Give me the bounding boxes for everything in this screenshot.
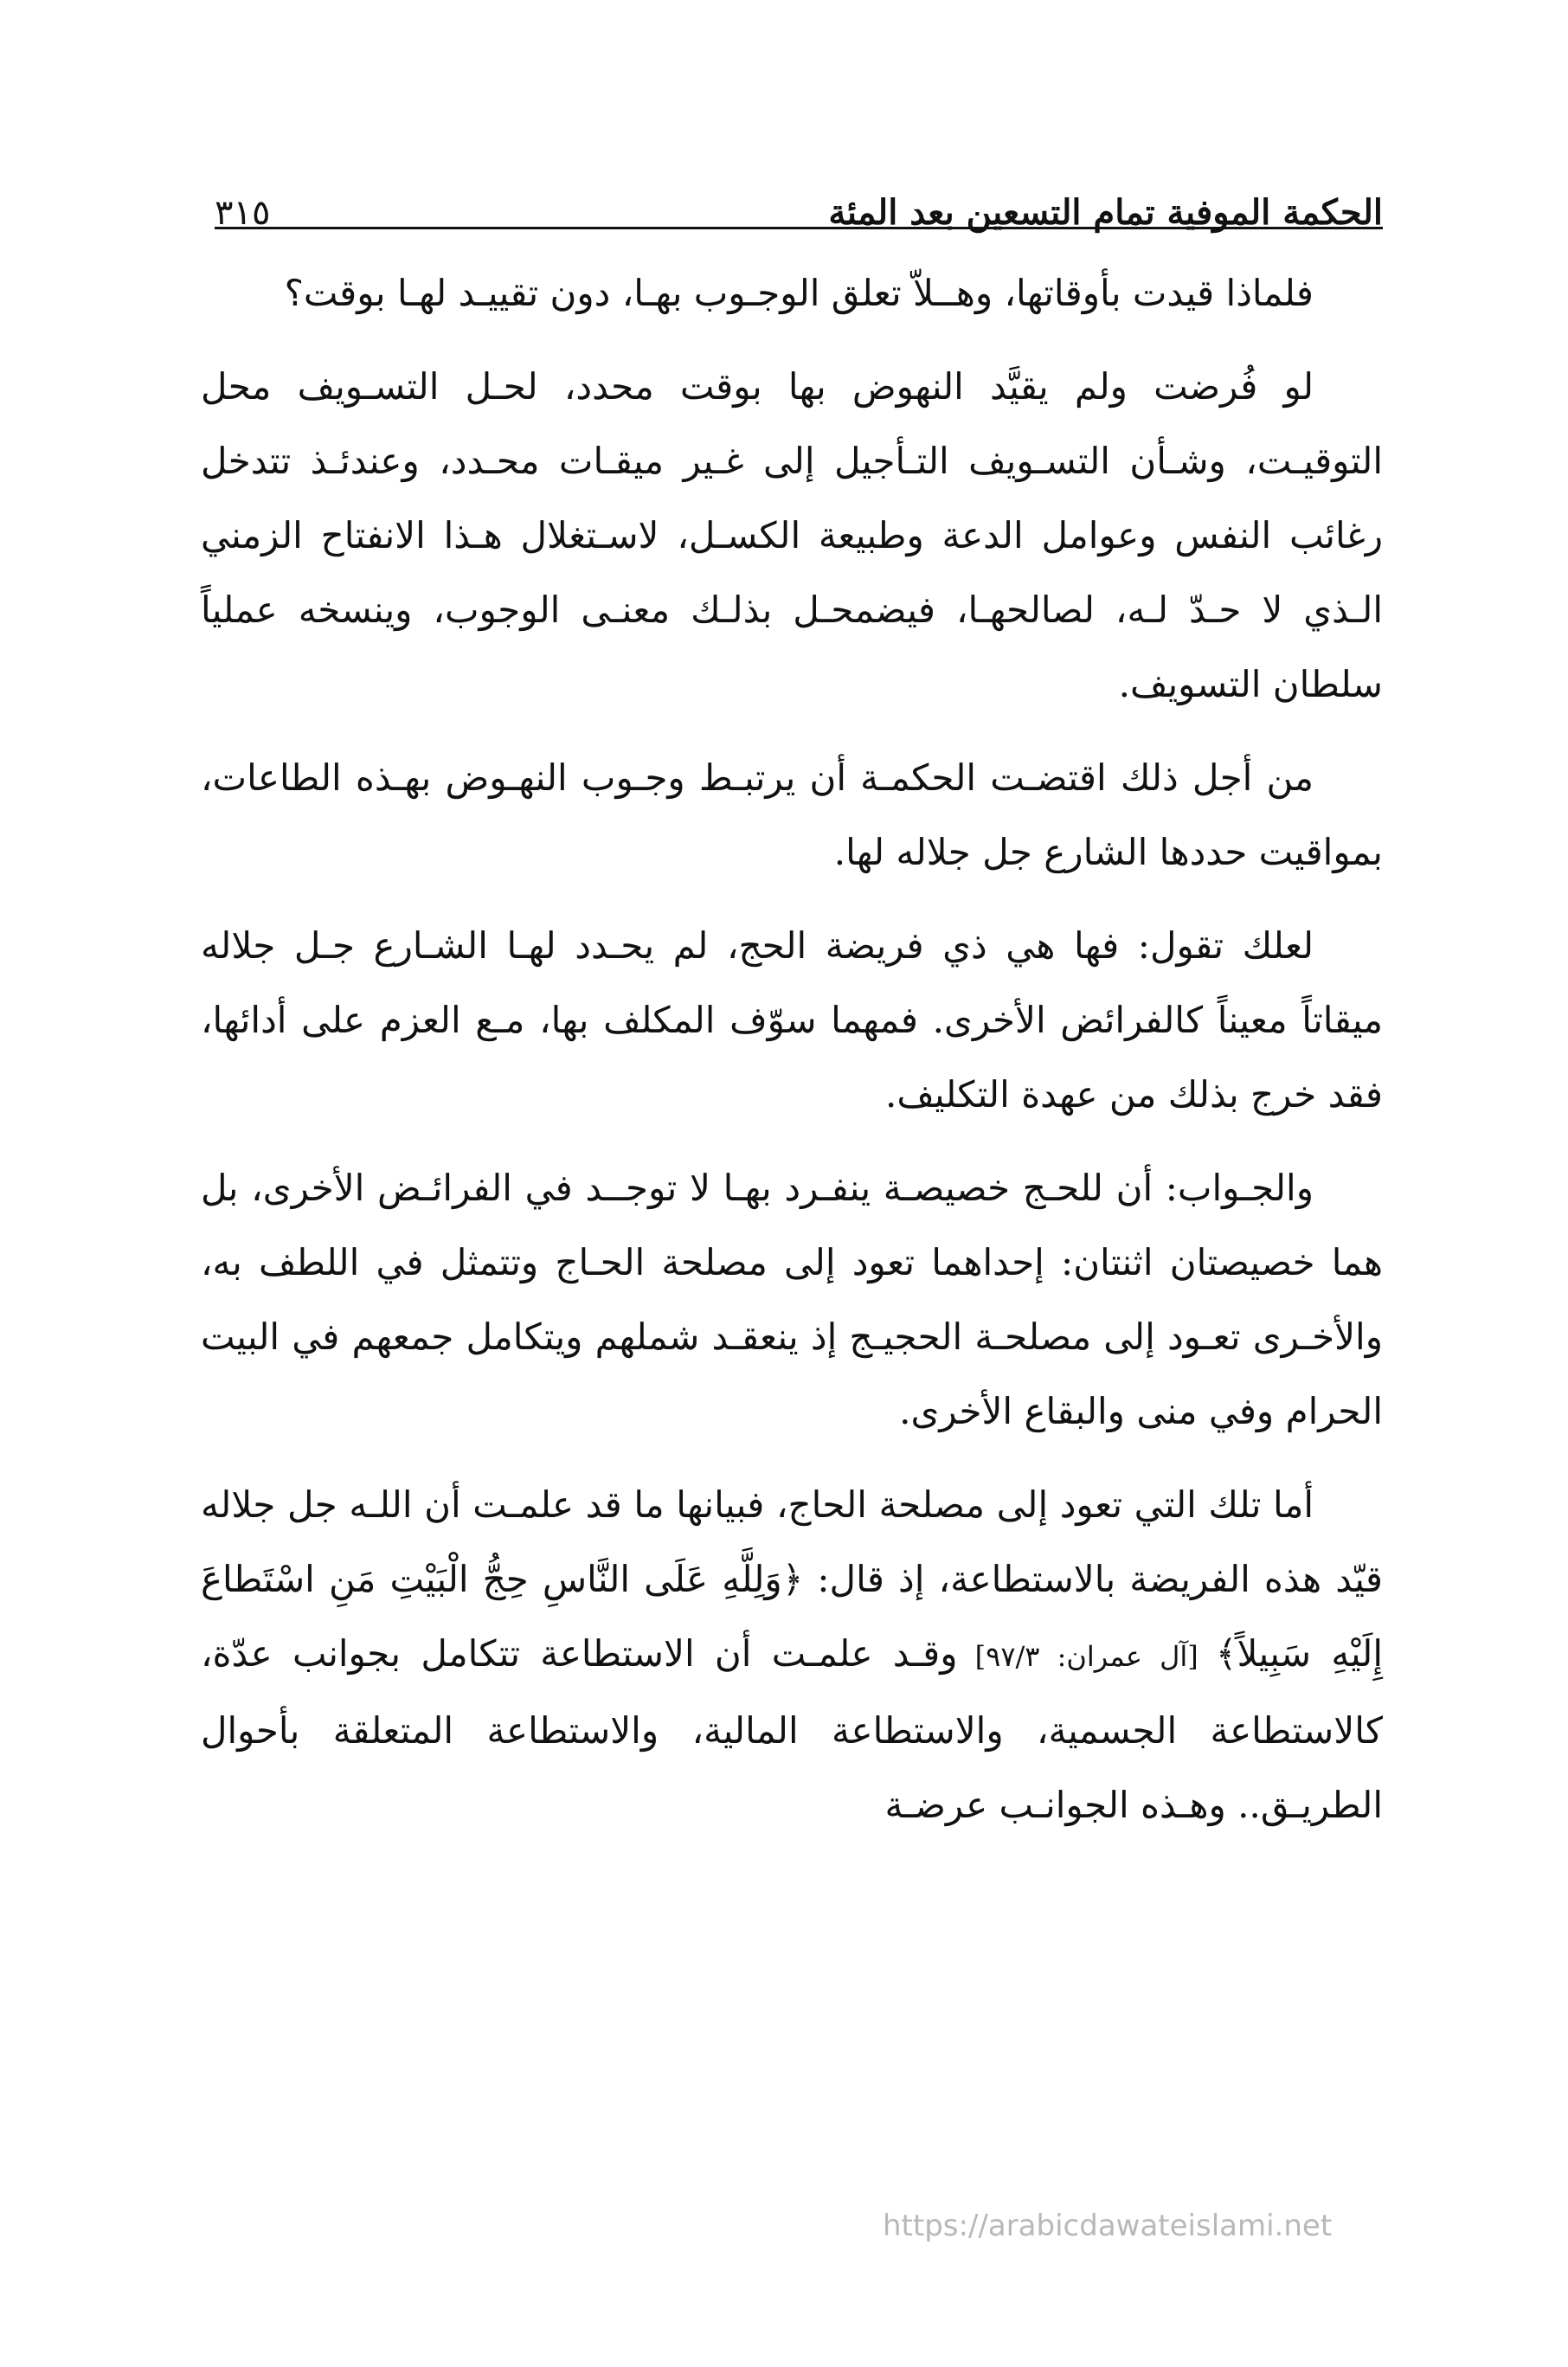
watermark-url: https://arabicdawateislami.net bbox=[883, 2209, 1333, 2243]
quran-reference: [آل عمران: ٩٧/٣] bbox=[957, 1640, 1216, 1673]
running-title: الحكمة الموفية تمام التسعين بعد المئة bbox=[828, 192, 1383, 233]
page-number: ٣١٥ bbox=[215, 193, 271, 233]
page-header bbox=[215, 156, 1383, 233]
paragraph: لعلك تقول: فها هي ذي فريضة الحج، لم يحـدد لهـا الشـارع جـل جلاله ميقاتاً معيناً كالفرائض الأخرى. فمهما سوّف المكلف بها، مـع العزم على أدائها، فقد خرج بذلك من عهدة التكليف. bbox=[201, 924, 1383, 1116]
paragraph-with-quran-quote bbox=[201, 1468, 1383, 1843]
paragraph-text: وقـد علمـت أن الاستطاعة تتكامل بجوانب عدّة، كالاستطاعة الجسمية، والاستطاعة المالية، والاستطاعة المتعلقة بأحوال الطريـق.. وهـذه الجوانـب عرضـة bbox=[201, 1632, 1383, 1826]
paragraph: فلماذا قيدت بأوقاتها، وهــلاّ تعلق الوجـوب بهـا، دون تقييـد لهـا بوقت؟ bbox=[284, 272, 1314, 314]
paragraph: والجـواب: أن للحـج خصيصـة ينفـرد بهـا لا توجــد في الفرائـض الأخرى، بل هما خصيصتان اثنتان: إحداهما تعود إلى مصلحة الحـاج وتتمثل في اللطف به، والأخـرى تعـود إلى مصلحـة الحجيـج إذ ينعقـد شملهم ويتكامل جمعهم في البيت الحرام وفي منى والبقاع الأخرى. bbox=[201, 1167, 1383, 1432]
header-rule bbox=[215, 227, 1383, 229]
body-text bbox=[201, 256, 1383, 1862]
paragraph: لو فُرضت ولم يقيَّد النهوض بها بوقت محدد، لحـل التسـويف محل التوقيـت، وشـأن التسـويف التـأجيل إلى غـير ميقـات محـدد، وعندئـذ تتدخل رغائب النفس وعوامل الدعة وطبيعة الكسـل، لاسـتغلال هـذا الانفتاح الزمني الـذي لا حـدّ لـه، لصالحهـا، فيضمحـل بذلـك معنـى الوجوب، وينسخه عملياً سلطان التسويف. bbox=[201, 365, 1383, 705]
paragraph: من أجل ذلك اقتضـت الحكمـة أن يرتبـط وجـوب النهـوض بهـذه الطاعات، بمواقيت حددها الشارع جل جلاله لها. bbox=[201, 756, 1383, 873]
paragraph-text: أما تلك التي تعود إلى مصلحة الحاج، فبيانها ما قد علمـت أن اللـه جل جلاله قيّد هذه الفريضة بالاستطاعة، إذ قال: bbox=[201, 1483, 1383, 1600]
quran-quote: ﴿وَلِلَّهِ عَلَى النَّاسِ حِجُّ الْبَيْتِ مَنِ اسْتَطاعَ إِلَيْهِ سَبِيلاً﴾ bbox=[201, 1558, 1384, 1675]
